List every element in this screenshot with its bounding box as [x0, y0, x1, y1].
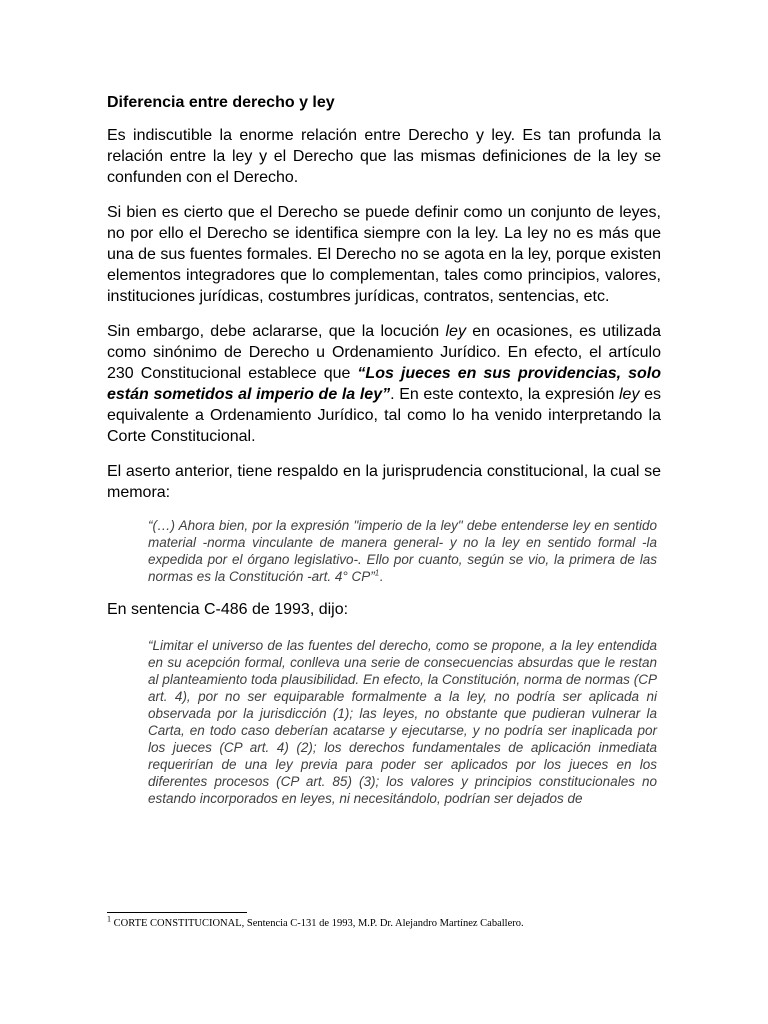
footnote-divider [107, 912, 247, 913]
quote-1-text-a: “(…) Ahora bien, por la expresión "imperio de la ley" debe entenderse ley en sentido material -norma vinculante de manera general- y no la ley en sentido formal -la expedida por el órgano legislativo-. Ello por cuanto, según se vio [148, 518, 657, 567]
quote-1-end: . [379, 569, 383, 584]
section-subheading: En sentencia C-486 de 1993, dijo: [107, 601, 349, 618]
footnote-ref[interactable]: 1 [374, 568, 380, 578]
constitutional-quote: “Los jueces en sus providencias, solo están sometidos al imperio de la ley” [107, 365, 661, 403]
paragraph-4: El aserto anterior, tiene respaldo en la jurisprudencia constitucional, la cual se memora: [107, 463, 661, 501]
block-quote-1 [148, 517, 657, 585]
footnote [107, 914, 667, 931]
document-title: Diferencia entre derecho y ley [107, 94, 335, 111]
quote-1-text-b: , la primera de las normas es la Constitución -art. 4° CP” [148, 552, 657, 584]
block-quote-2: “Limitar el universo de las fuentes del derecho, como se propone, a la ley entendida en su acepción formal, conlleva una serie de consecuencias absurdas que le restan al planteamiento toda plausibilidad. En efecto, la Constitución, norma de normas (CP art. 4), por no ser equiparable formalmente a la ley, no podría ser aplicada ni observada por la jurisdicción (1); las leyes, no obstante que pudieran vulnerar la Carta, en todo caso deberían acatarse y ejecutarse, y no podría ser inaplicada por los jueces (CP art. 4) (2); los derechos fundamentales de aplicación inmediata requerirían de una ley previa para poder ser aplicados por los jueces en los diferentes procesos (CP art. 85) (3); los valores y principios constitucionales no estando incorporados en leyes, ni necesitándolo, podrían ser dejados de [148, 638, 657, 806]
paragraph-1: Es indiscutible la enorme relación entre Derecho y ley. Es tan profunda la relación entre la ley y el Derecho que las mismas definiciones de la ley se confunden con el Derecho. [107, 127, 661, 186]
document-body [107, 92, 661, 821]
footnote-number: 1 [107, 914, 111, 924]
paragraph-3 [107, 321, 661, 447]
paragraph-3-part-c: . En este contexto, la expresión [390, 386, 619, 403]
paragraph-3-part-b: en ocasiones, es utilizada como sinónimo de Derecho u Ordenamiento Jurídico. En efecto, el artículo 230 Constitucional establece que [107, 323, 662, 382]
emphasis-ley: ley [445, 323, 466, 340]
footnote-text: CORTE CONSTITUCIONAL, Sentencia C-131 de 1993, M.P. Dr. Alejandro Martínez Caballero. [111, 918, 524, 929]
paragraph-3-part-a: Sin embargo, debe aclararse, que la locución [107, 323, 446, 340]
emphasis-ley: ley [619, 386, 640, 403]
paragraph-2: Si bien es cierto que el Derecho se puede definir como un conjunto de leyes, no por ello el Derecho se identifica siempre con la ley. La ley no es más que una de sus fuentes formales. El Derecho no se agota en la ley, porque existen elementos integradores que lo complementan, tales como principios, valores, instituciones jurídicas, costumbres jurídicas, contratos, sentencias, etc. [107, 204, 661, 305]
paragraph-3-part-d: es equivalente a Ordenamiento Jurídico, tal como lo ha venido interpretando la Corte Constitucional. [107, 386, 661, 445]
